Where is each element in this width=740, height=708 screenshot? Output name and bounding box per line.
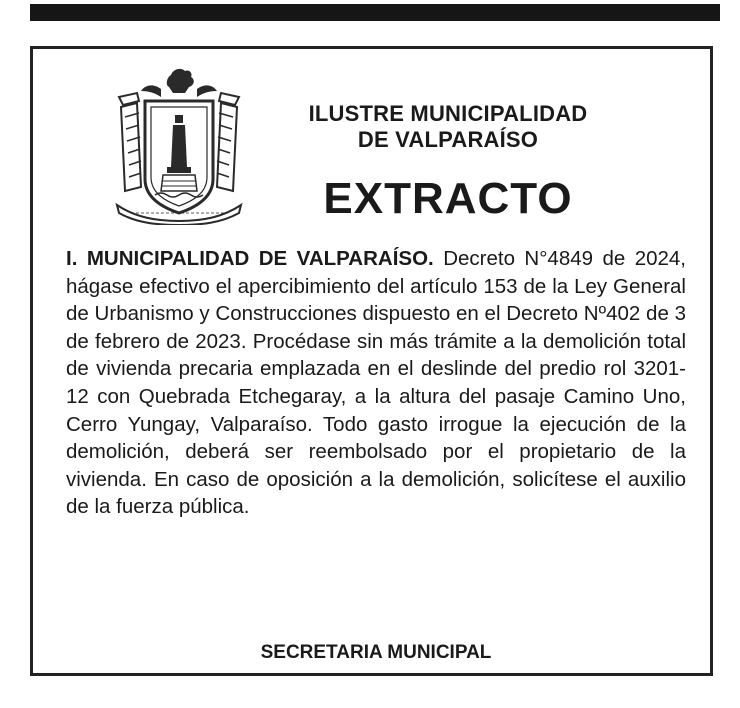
notice-body-text: Decreto N°4849 de 2024, hágase efectivo el apercibimiento del artículo 153 de la Ley General de Urbanismo y Construcciones dispuesto en el Decreto Nº402 de 3 de febrero de 2023. Procédase sin más trámite a la demolición total de vivienda precaria emplazada en el deslinde del predio rol 3201-12 con Quebrada Etchegaray, a la altura del pasaje Camino Uno, Cerro Yungay, Valparaíso. Todo gasto irrogue la ejecución de la demolición, deberá ser reembolsado por el propietario de la vivienda. En caso de oposición a la demolición, solicítese el auxilio de la fuerza pública. <box>66 247 687 519</box>
header-block <box>258 101 638 153</box>
top-rule-bar <box>30 4 720 21</box>
org-name-line-1: ILUSTRE MUNICIPALIDAD <box>308 101 588 126</box>
document-title: EXTRACTO <box>323 174 573 223</box>
notice-box <box>30 46 713 676</box>
org-name-line-2: DE VALPARAÍSO <box>357 127 539 152</box>
valparaiso-coat-of-arms-icon <box>111 67 247 225</box>
notice-body <box>66 245 686 521</box>
signature-line: SECRETARIA MUNICIPAL <box>260 642 492 663</box>
notice-body-lead: I. MUNICIPALIDAD DE VALPARAÍSO. <box>66 247 434 270</box>
